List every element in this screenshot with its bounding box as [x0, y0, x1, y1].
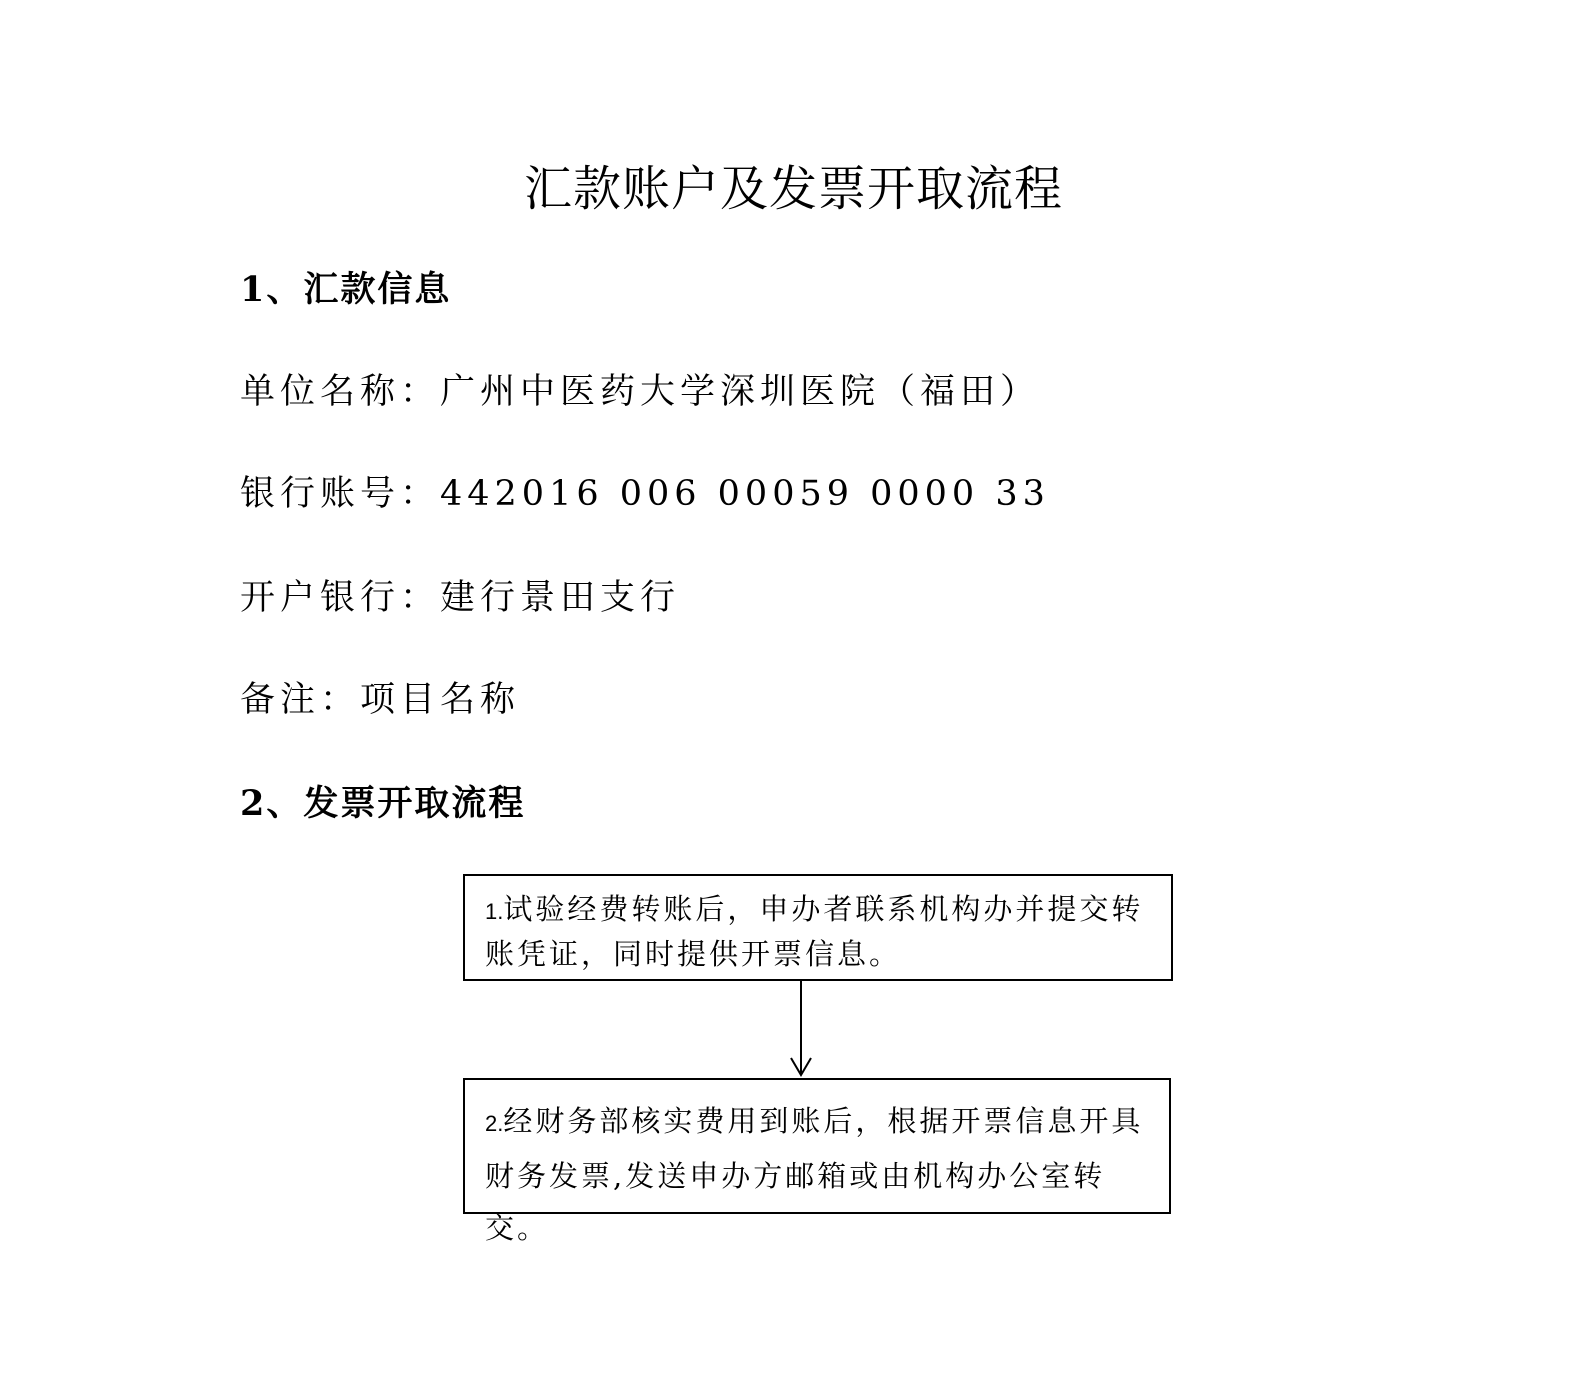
flow-step-1-line1 — [485, 888, 1153, 933]
flow-step-1-text1: 试验经费转账后，申办者联系机构办并提交转 — [503, 892, 1144, 926]
flow-step-2-line1 — [485, 1095, 1151, 1150]
down-arrow-icon — [780, 980, 822, 1080]
flow-step-1-number: 1. — [485, 899, 504, 924]
flow-step-2-box — [463, 1078, 1171, 1245]
section-heading-invoice-process: 2、发票开取流程 — [240, 783, 526, 824]
page-title: 汇款账户及发票开取流程 — [523, 161, 1063, 217]
flow-step-2-number: 2. — [485, 1111, 504, 1136]
flow-step-2-text1: 经财务部核实费用到账后，根据开票信息开具 — [503, 1104, 1144, 1138]
flow-step-1-line2: 账凭证，同时提供开票信息。 — [485, 937, 902, 971]
info-line-bank: 开户银行：建行景田支行 — [240, 578, 681, 618]
info-line-remark: 备注：项目名称 — [240, 680, 521, 720]
info-line-bank-account: 银行账号：442016 006 00059 0000 33 — [240, 474, 1050, 514]
info-line-unit-name: 单位名称：广州中医药大学深圳医院（福田） — [240, 372, 1041, 412]
flow-step-1-box — [463, 874, 1173, 981]
section-heading-remittance: 1、汇款信息 — [240, 269, 452, 310]
flow-step-2-line2: 财务发票,发送申办方邮箱或由机构办公室转交。 — [485, 1159, 1106, 1245]
